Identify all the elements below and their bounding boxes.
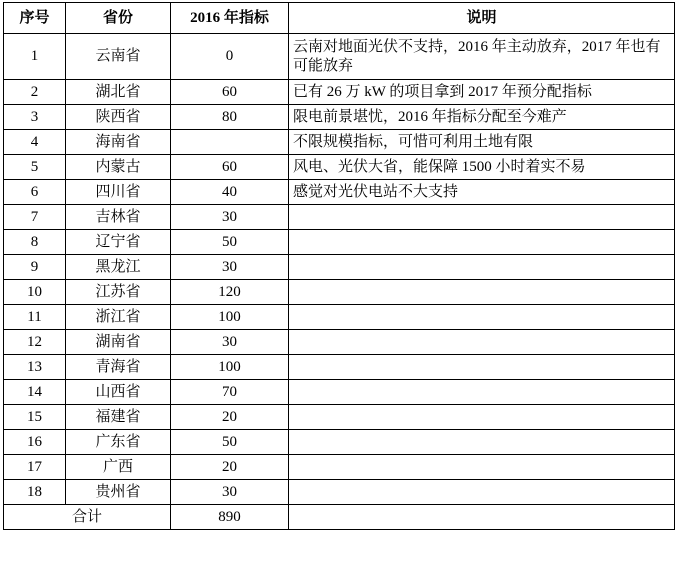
cell-note: 限电前景堪忧，2016 年指标分配至今难产	[289, 105, 675, 130]
table-row	[4, 255, 675, 280]
cell-quota: 80	[171, 105, 289, 130]
table-total-row	[4, 505, 675, 530]
table-row	[4, 280, 675, 305]
cell-quota: 70	[171, 380, 289, 405]
cell-quota: 30	[171, 330, 289, 355]
column-header-province: 省份	[66, 3, 171, 34]
cell-province: 四川省	[66, 180, 171, 205]
cell-note: 已有 26 万 kW 的项目拿到 2017 年预分配指标	[289, 80, 675, 105]
cell-province: 山西省	[66, 380, 171, 405]
cell-quota: 60	[171, 80, 289, 105]
cell-seq: 18	[4, 480, 66, 505]
cell-note: 不限规模指标，可惜可利用土地有限	[289, 130, 675, 155]
cell-province: 湖北省	[66, 80, 171, 105]
table-row	[4, 305, 675, 330]
cell-note	[289, 305, 675, 330]
total-label: 合计	[4, 505, 171, 530]
table-header-row	[4, 3, 675, 34]
cell-seq: 17	[4, 455, 66, 480]
cell-note	[289, 380, 675, 405]
table-body	[4, 34, 675, 530]
cell-quota: 60	[171, 155, 289, 180]
table-row	[4, 155, 675, 180]
cell-note	[289, 430, 675, 455]
cell-province: 吉林省	[66, 205, 171, 230]
cell-province: 海南省	[66, 130, 171, 155]
cell-province: 湖南省	[66, 330, 171, 355]
quota-table	[3, 2, 675, 530]
cell-note	[289, 230, 675, 255]
cell-note: 感觉对光伏电站不大支持	[289, 180, 675, 205]
cell-seq: 3	[4, 105, 66, 130]
cell-seq: 5	[4, 155, 66, 180]
cell-quota: 120	[171, 280, 289, 305]
cell-note	[289, 330, 675, 355]
cell-province: 内蒙古	[66, 155, 171, 180]
cell-note	[289, 455, 675, 480]
table-row	[4, 105, 675, 130]
cell-note	[289, 280, 675, 305]
cell-province: 辽宁省	[66, 230, 171, 255]
cell-note	[289, 355, 675, 380]
cell-quota: 30	[171, 205, 289, 230]
cell-quota: 100	[171, 305, 289, 330]
table-row	[4, 205, 675, 230]
cell-seq: 4	[4, 130, 66, 155]
total-quota: 890	[171, 505, 289, 530]
cell-seq: 2	[4, 80, 66, 105]
cell-province: 广东省	[66, 430, 171, 455]
cell-seq: 9	[4, 255, 66, 280]
cell-province: 贵州省	[66, 480, 171, 505]
cell-quota	[171, 130, 289, 155]
table-row	[4, 180, 675, 205]
cell-quota: 50	[171, 230, 289, 255]
table-row	[4, 230, 675, 255]
cell-seq: 16	[4, 430, 66, 455]
cell-province: 陕西省	[66, 105, 171, 130]
table-row	[4, 80, 675, 105]
cell-province: 浙江省	[66, 305, 171, 330]
cell-quota: 30	[171, 480, 289, 505]
cell-province: 黑龙江	[66, 255, 171, 280]
column-header-note: 说明	[289, 3, 675, 34]
cell-seq: 13	[4, 355, 66, 380]
cell-seq: 8	[4, 230, 66, 255]
cell-quota: 20	[171, 455, 289, 480]
cell-seq: 14	[4, 380, 66, 405]
cell-note	[289, 205, 675, 230]
cell-quota: 0	[171, 34, 289, 80]
cell-note	[289, 405, 675, 430]
cell-province: 青海省	[66, 355, 171, 380]
cell-seq: 15	[4, 405, 66, 430]
cell-province: 江苏省	[66, 280, 171, 305]
total-note	[289, 505, 675, 530]
table-row	[4, 130, 675, 155]
cell-note: 风电、光伏大省，能保障 1500 小时着实不易	[289, 155, 675, 180]
cell-note: 云南对地面光伏不支持，2016 年主动放弃，2017 年也有可能放弃	[289, 34, 675, 80]
column-header-quota: 2016 年指标	[171, 3, 289, 34]
table-row	[4, 355, 675, 380]
cell-note	[289, 255, 675, 280]
column-header-seq: 序号	[4, 3, 66, 34]
cell-quota: 50	[171, 430, 289, 455]
cell-seq: 1	[4, 34, 66, 80]
table-row	[4, 405, 675, 430]
cell-quota: 20	[171, 405, 289, 430]
table-row	[4, 330, 675, 355]
cell-quota: 100	[171, 355, 289, 380]
table-row	[4, 34, 675, 80]
table-row	[4, 380, 675, 405]
table-row	[4, 455, 675, 480]
table-header	[4, 3, 675, 34]
table-row	[4, 480, 675, 505]
cell-province: 福建省	[66, 405, 171, 430]
table-row	[4, 430, 675, 455]
cell-note	[289, 480, 675, 505]
cell-province: 广西	[66, 455, 171, 480]
cell-seq: 11	[4, 305, 66, 330]
cell-seq: 7	[4, 205, 66, 230]
cell-seq: 6	[4, 180, 66, 205]
cell-province: 云南省	[66, 34, 171, 80]
cell-seq: 12	[4, 330, 66, 355]
cell-quota: 30	[171, 255, 289, 280]
cell-seq: 10	[4, 280, 66, 305]
cell-quota: 40	[171, 180, 289, 205]
